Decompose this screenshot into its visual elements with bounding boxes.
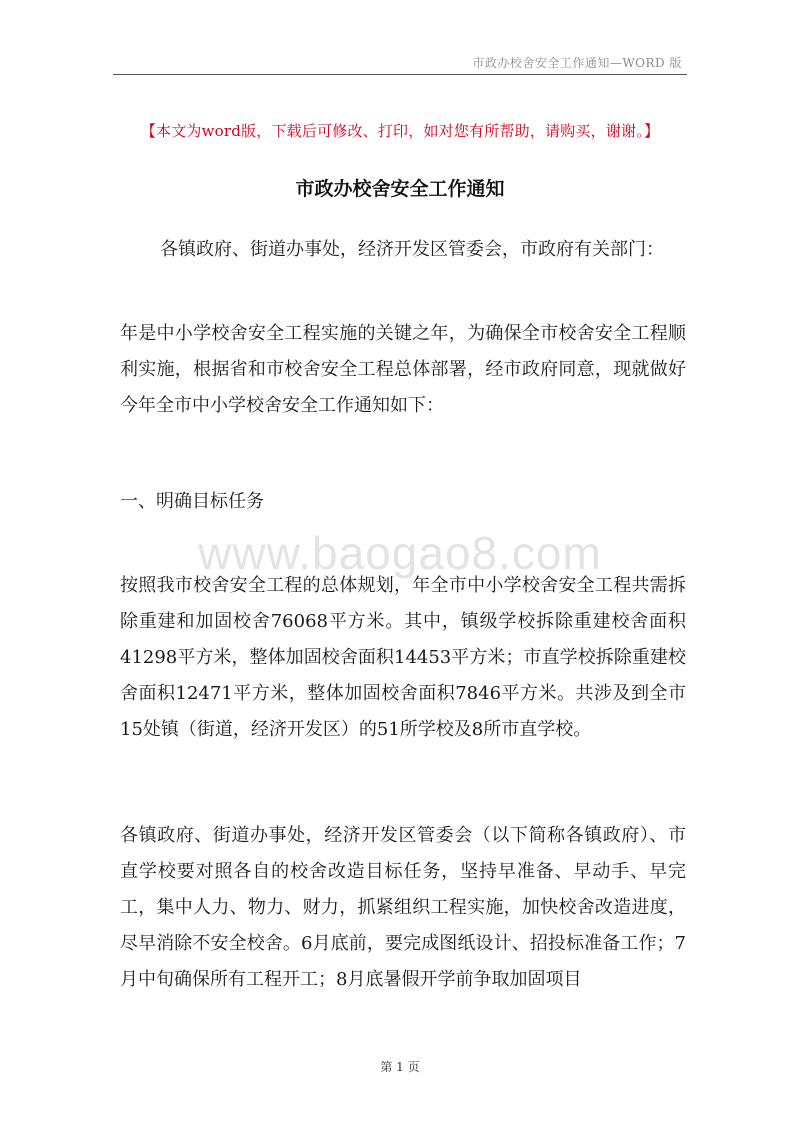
paragraph-intro: 年是中小学校舍安全工程实施的关键之年，为确保全市校舍安全工程顺利实施，根据省和市校舍安全工程总体部署，经市政府同意，现就做好今年全市中小学校舍安全工作通知如下： [120, 323, 686, 416]
running-header: 市政办校舍安全工作通知—WORD 版 [472, 56, 682, 70]
page-number: 第 1 页 [380, 1060, 420, 1074]
download-notice: 【本文为word版，下载后可修改、打印，如对您有所帮助，请购买，谢谢。】 [140, 122, 660, 140]
document-title: 市政办校舍安全工作通知 [295, 178, 505, 200]
paragraph-schedule: 各镇政府、街道办事处，经济开发区管委会（以下简称各镇政府）、市直学校要对照各自的校舍改造目标任务，坚持早准备、早动手、早完工，集中人力、物力、财力，抓紧组织工程实施，加快校舍改造进度，尽早消除不安全校舍。6月底前，要完成图纸设计、招投标准备工作；7月中旬确保所有工程开工；8月底暑假开学前争取加固项目 [120, 825, 686, 990]
section-heading: 一、明确目标任务 [120, 491, 264, 512]
salutation: 各镇政府、街道办事处，经济开发区管委会，市政府有关部门： [160, 239, 664, 260]
paragraph-targets: 按照我市校舍安全工程的总体规划，年全市中小学校舍安全工程共需拆除重建和加固校舍76068平方米。其中，镇级学校拆除重建校舍面积41298平方米，整体加固校舍面积14453平方米；市直学校拆除重建校舍面积12471平方米，整体加固校舍面积7846平方米。共涉及到全市15处镇（街道，经济开发区）的51所学校及8所市直学校。 [120, 575, 686, 740]
header-divider [113, 74, 687, 75]
watermark: www.baogao8.com [198, 527, 602, 579]
